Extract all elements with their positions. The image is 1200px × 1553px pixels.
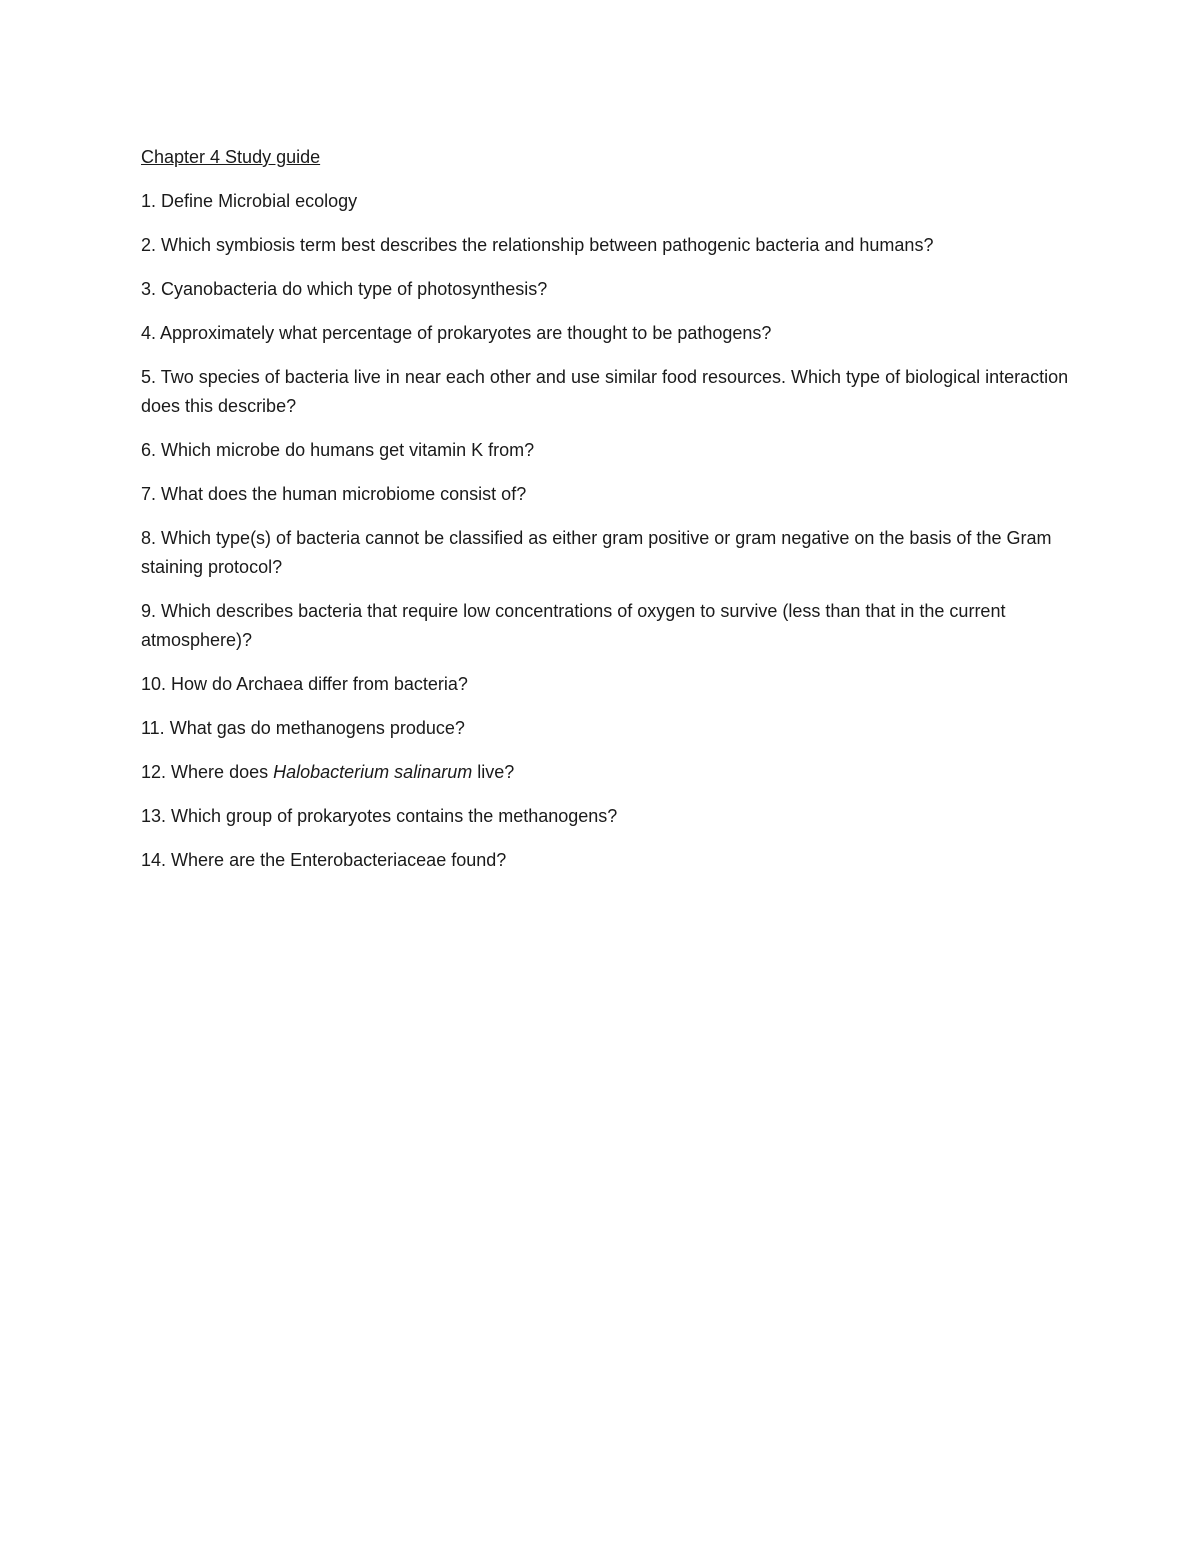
question-item bbox=[141, 846, 1071, 875]
question-item bbox=[141, 670, 1071, 699]
question-item bbox=[141, 231, 1071, 260]
question-item bbox=[141, 319, 1071, 348]
question-number: 13. bbox=[141, 806, 167, 826]
question-text: Where are the Enterobacteriaceae found? bbox=[171, 850, 507, 870]
document-title: Chapter 4 Study guide bbox=[141, 147, 321, 167]
question-text: What does the human microbiome consist of? bbox=[161, 484, 527, 504]
question-item bbox=[141, 187, 1071, 216]
question-list bbox=[141, 187, 1071, 875]
question-number: 7. bbox=[141, 484, 157, 504]
question-number: 10. bbox=[141, 674, 167, 694]
question-text-after: live? bbox=[477, 762, 515, 782]
question-item bbox=[141, 597, 1071, 655]
question-text: Define Microbial ecology bbox=[161, 191, 358, 211]
question-text: Which group of prokaryotes contains the methanogens? bbox=[171, 806, 618, 826]
question-number: 5. bbox=[141, 367, 157, 387]
question-text: Which describes bacteria that require low concentrations of oxygen to survive (less than that in the current atmosphere)? bbox=[141, 601, 1006, 650]
question-item bbox=[141, 480, 1071, 509]
question-text: Which type(s) of bacteria cannot be classified as either gram positive or gram negative on the basis of the Gram staining protocol? bbox=[141, 528, 1052, 577]
question-number: 4. bbox=[141, 323, 157, 343]
question-number: 9. bbox=[141, 601, 157, 621]
question-item bbox=[141, 436, 1071, 465]
question-text: Which microbe do humans get vitamin K from? bbox=[161, 440, 535, 460]
document-content bbox=[141, 143, 1071, 890]
question-number: 8. bbox=[141, 528, 157, 548]
question-text: What gas do methanogens produce? bbox=[169, 718, 465, 738]
question-number: 6. bbox=[141, 440, 157, 460]
question-item bbox=[141, 363, 1071, 421]
question-text: How do Archaea differ from bacteria? bbox=[171, 674, 468, 694]
question-item bbox=[141, 714, 1071, 743]
question-text-before: Where does bbox=[171, 762, 269, 782]
question-item bbox=[141, 802, 1071, 831]
question-text: Which symbiosis term best describes the relationship between pathogenic bacteria and humans? bbox=[161, 235, 934, 255]
question-item bbox=[141, 758, 1071, 787]
species-name: Halobacterium salinarum bbox=[273, 762, 473, 782]
question-number: 14. bbox=[141, 850, 167, 870]
question-number: 3. bbox=[141, 279, 157, 299]
question-item bbox=[141, 524, 1071, 582]
question-text: Cyanobacteria do which type of photosynthesis? bbox=[161, 279, 548, 299]
question-text: Two species of bacteria live in near each other and use similar food resources. Which type of biological interaction does this describe? bbox=[141, 367, 1069, 416]
question-text: Approximately what percentage of prokaryotes are thought to be pathogens? bbox=[160, 323, 772, 343]
question-number: 12. bbox=[141, 762, 167, 782]
question-item bbox=[141, 275, 1071, 304]
question-number: 11. bbox=[141, 718, 165, 738]
question-number: 1. bbox=[141, 191, 157, 211]
question-number: 2. bbox=[141, 235, 157, 255]
